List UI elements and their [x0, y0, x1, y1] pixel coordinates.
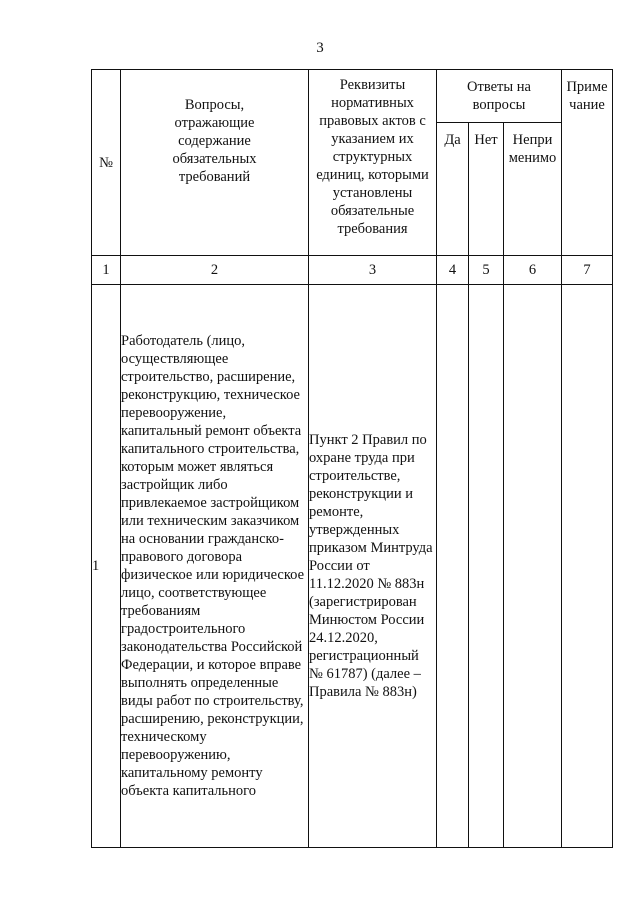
column-number: 7: [562, 256, 613, 285]
header-number: №: [92, 70, 121, 256]
row-question: Работодатель (лицо, осуществляющее строительство, расширение, реконструкцию, техническое перевооружение, капитальный ремонт объекта капитального строительства, которым может являться застройщик либо привлекаемое застройщиком или техническим заказчиком на основании гражданско-правового договора физическое или юридическое лицо, соответствующее требованиям градостроительного законодательства Российской Федерации, и которое вправе выполнять определенные виды работ по строительству, расширению, реконструкции, техническому перевооружению, капитальному ремонту объекта капитального: [121, 285, 309, 848]
header-questions-text: Вопросы, отражающие содержание обязательных требований: [172, 97, 257, 185]
column-number: 5: [469, 256, 504, 285]
header-requisites: [309, 70, 437, 256]
row-requisites: Пункт 2 Правил по охране труда при строительстве, реконструкции и ремонте, утвержденных приказом Минтруда России от 11.12.2020 № 883н (зарегистрирован Минюстом России 24.12.2020, регистрационный № 61787) (далее – Правила № 883н): [309, 285, 437, 848]
header-answers-text: Ответы на вопросы: [467, 79, 531, 113]
header-requisites-text: Реквизиты нормативных правовых актов с указанием их структурных единиц, которыми установлены обязательные требования: [316, 77, 429, 237]
header-not-applicable: Непри менимо: [504, 123, 562, 256]
header-note: Приме чание: [562, 70, 613, 256]
answer-not-applicable-cell[interactable]: [504, 285, 562, 848]
column-number-row: [92, 256, 613, 285]
note-cell[interactable]: [562, 285, 613, 848]
header-no: Нет: [469, 123, 504, 256]
answer-no-cell[interactable]: [469, 285, 504, 848]
header-yes: Да: [437, 123, 469, 256]
column-number: 1: [92, 256, 121, 285]
header-questions: [121, 70, 309, 256]
row-number: 1: [92, 285, 121, 848]
checklist-table: [91, 69, 613, 848]
header-row: [92, 70, 613, 123]
column-number: 6: [504, 256, 562, 285]
column-number: 4: [437, 256, 469, 285]
answer-yes-cell[interactable]: [437, 285, 469, 848]
column-number: 3: [309, 256, 437, 285]
page-number: 3: [316, 40, 324, 56]
column-number: 2: [121, 256, 309, 285]
header-answers: [437, 70, 562, 123]
table-row: [92, 285, 613, 848]
